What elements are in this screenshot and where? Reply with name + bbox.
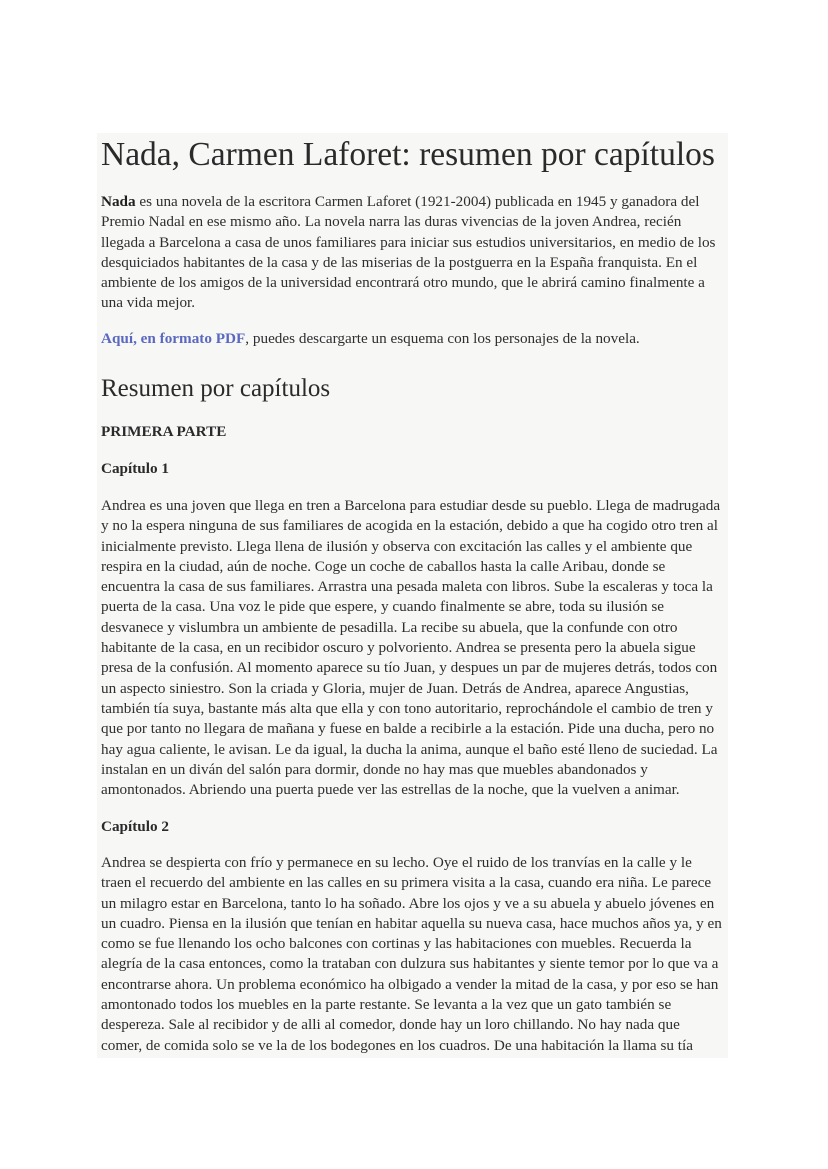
intro-bold-lead: Nada (101, 193, 136, 210)
chapter-line: puerta de la casa. Una voz le pide que espere, y cuando finalmente se abre, toda su ilusión se (101, 598, 664, 616)
chapter-line: hay agua caliente, le avisan. Le da igual, la ducha la anima, aunque el baño esté lleno de suciedad. La (101, 740, 718, 758)
chapter-line: un milagro estar en Barcelona, tanto lo ha soñado. Abre los ojos y ve a su abuela y abuelo jóvenes en (101, 894, 715, 912)
chapter-line: Andrea es una joven que llega en tren a Barcelona para estudiar desde su pueblo. Llega de madrugada (101, 497, 721, 514)
chapter-line: traen el recuerdo del ambiente en las calles en su primera visita a la casa, cuando era niña. Le parece (101, 874, 712, 892)
chapter-line: como se fue llenando los ocho balcones con cortinas y las habitaciones con muebles. Recuerda la (101, 935, 692, 953)
chapter-line: inicialmente previsto. Llega llena de ilusión y observa con excitación las calles y el ambiente que (101, 537, 693, 555)
chapter-line: Andrea se despierta con frío y permanece en su lecho. Oye el ruido de los tranvías en la calle y le (101, 854, 692, 871)
section-title: Resumen por capítulos (101, 375, 331, 402)
chapter-line: respira en la ciudad, aún de noche. Coge un coche de caballos hasta la calle Aribau, donde se (101, 557, 666, 575)
chapter-line: amontonados. Abriendo una puerta puede ver las estrellas de la noche, que la vuelven a animar. (101, 781, 680, 799)
chapter-line: presa de la confusión. Al momento aparece su tío Juan, y despues un par de mujeres detrás, todos con (101, 659, 718, 677)
chapter-line: y no la espera ninguna de sus familiares de acogida en la estación, debido a que ha cogido otro tren al (101, 517, 718, 535)
pdf-note-text: , puedes descargarte un esquema con los personajes de la novela. (245, 330, 640, 347)
chapter-line: un cuadro. Piensa en la ilusión que tenían en habitar aquella su nueva casa, hace muchos años ya, y en (101, 914, 722, 932)
chapter-line: instalan en un diván del salón para dormir, donde no hay mas que muebles abandonados y (101, 760, 648, 778)
chapter-line: un aspecto siniestro. Son la criada y Gloria, mujer de Juan. Detrás de Andrea, aparece Angustias, (101, 679, 689, 697)
chapter-line: también tía suya, bastante más alta que ella y con tono autoritario, reprochándole el cambio de tren y (101, 699, 713, 717)
intro-line: Nada es una novela de la escritora Carmen Laforet (1921-2004) publicada en 1945 y ganadora del (101, 193, 700, 210)
chapter-1-heading: Capítulo 1 (101, 460, 169, 477)
chapter-1-body (101, 496, 728, 800)
part-heading: PRIMERA PARTE (101, 423, 227, 440)
chapter-line: alegría de la casa entonces, como la trataban con dulzura sus habitantes y siente temor por lo que va a (101, 955, 719, 973)
pdf-note-paragraph (101, 329, 728, 349)
chapter-line: comer, de comida solo se ve la de los bodegones en los cuadros. De una habitación la llama su tía (101, 1036, 693, 1054)
chapter-line: amontonado todos los muebles en la parte restante. Se levanta a la vez que un gato también se (101, 996, 672, 1014)
chapter-line: que por tanto no llegara de mañana y fuese en balde a recibirle a la estación. Pide una ducha, pero no (101, 720, 715, 738)
chapter-line: encontrarse ahora. Un problema económico ha olbigado a vender la mitad de la casa, y por eso se han (101, 975, 719, 993)
chapter-line: despereza. Sale al recibidor y de alli al comedor, donde hay un loro chillando. No hay nada que (101, 1016, 680, 1034)
chapter-2-heading: Capítulo 2 (101, 818, 169, 835)
pdf-download-link[interactable]: Aquí, en formato PDF (101, 330, 246, 347)
intro-paragraph (101, 192, 728, 314)
intro-line: una vida mejor. (101, 294, 196, 312)
intro-line: Premio Nadal en ese mismo año. La novela narra las duras vivencias de la joven Andrea, recién (101, 213, 682, 231)
chapter-2-body (101, 853, 728, 1056)
chapter-line: habitante de la casa, en un recibidor oscuro y polvoriento. Andrea se presenta pero la abuela sigue (101, 639, 696, 657)
intro-line: ambiente de los amigos de la universidad encontrará otro mundo, que le abrirá camino finalmente a (101, 274, 705, 292)
document-page (97, 133, 728, 1058)
intro-line: desquiciados habitantes de la casa y de las miserias de la postguerra en la España franquista. En el (101, 253, 698, 271)
intro-line: llegada a Barcelona a casa de unos familiares para iniciar sus estudios universitarios, en medio de los (101, 233, 716, 251)
page-title: Nada, Carmen Laforet: resumen por capítulos (101, 136, 715, 173)
chapter-line: desvanece y vislumbra un ambiente de pesadilla. La recibe su abuela, que la confunde con otro (101, 618, 678, 636)
chapter-line: encuentra la casa de sus familiares. Arrastra una pesada maleta con libros. Sube la escaleras y toca la (101, 578, 713, 596)
